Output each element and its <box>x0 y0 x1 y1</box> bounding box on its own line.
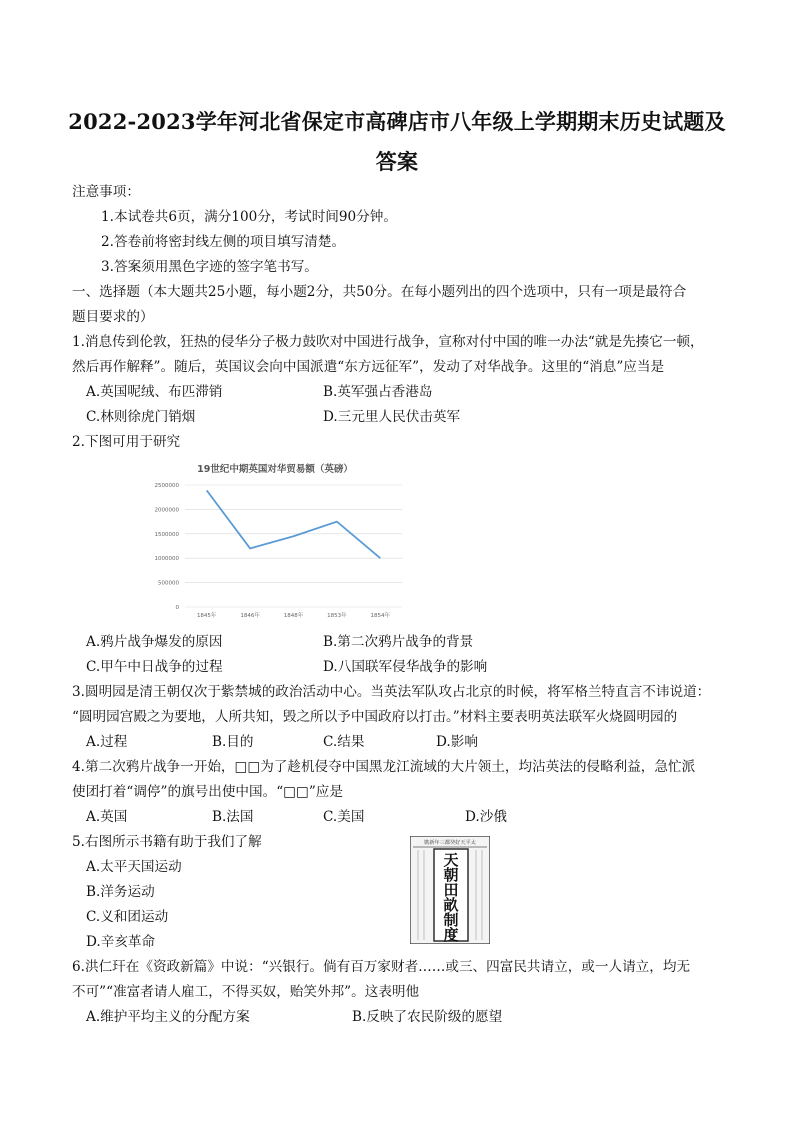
x-tick-label: 1853年 <box>327 613 347 619</box>
book-char: 畝 <box>443 896 459 914</box>
y-tick-label: 2500000 <box>154 483 179 489</box>
q5-option-d: D.辛亥革命 <box>86 934 156 950</box>
q3-option-a: A.过程 <box>86 734 128 750</box>
q4-option-d: D.沙俄 <box>465 809 507 825</box>
q3-option-d: D.影响 <box>436 734 478 750</box>
q1-stem-cont: 然后再作解释”。随后，英国议会向中国派遣“东方远征军”，发动了对华战争。这里的“消息”应当是 <box>72 359 665 375</box>
section1-header: 一、选择题（本大题共25小题，每小题2分，共50分。在每小题列出的四个选项中，只有一项是最符合 <box>72 284 687 300</box>
q4-option-a: A.英国 <box>86 809 128 825</box>
book-char: 朝 <box>443 866 459 884</box>
y-tick-label: 0 <box>175 605 179 611</box>
q1-option-a: A.英国呢绒、布匹滞销 <box>86 384 223 400</box>
doc-title-line2: 答案 <box>375 149 419 174</box>
notice-item: 1.本试卷共6页，满分100分，考试时间90分钟。 <box>101 209 397 225</box>
q4-option-c: C.美国 <box>323 809 365 825</box>
q2-option-b: B.第二次鸦片战争的背景 <box>323 634 474 650</box>
q2-option-c: C.甲午中日战争的过程 <box>86 659 223 675</box>
doc-title-line1: 2022-2023学年河北省保定市高碑店市八年级上学期期末历史试题及 <box>68 109 726 134</box>
q1-option-d: D.三元里人民伏击英军 <box>323 409 461 425</box>
x-tick-label: 1854年 <box>370 613 391 619</box>
section1-header-cont: 题目要求的） <box>72 309 154 325</box>
q1-option-b: B.英军强占香港岛 <box>323 384 433 400</box>
trade-line-chart <box>140 458 410 623</box>
y-tick-label: 1000000 <box>154 556 179 563</box>
series-line <box>207 490 381 558</box>
q5-option-a: A.太平天国运动 <box>86 859 182 875</box>
q3-stem-cont: “圆明园宫殿之为要地，人所共知，毁之所以予中国政府以打击。”材料主要表明英法联军火烧圆明园的 <box>72 709 678 725</box>
q5-stem: 5.右图所示书籍有助于我们了解 <box>72 834 262 850</box>
q1-stem: 1.消息传到伦敦，狂热的侵华分子极力鼓吹对中国进行战争，宣称对付中国的唯一办法“就是先揍它一顿， <box>72 334 704 350</box>
book-char: 田 <box>443 881 459 899</box>
q2-option-d: D.八国联军侵华战争的影响 <box>323 659 488 675</box>
q4-option-b: B.法国 <box>212 809 254 825</box>
y-tick-label: 500000 <box>158 580 179 587</box>
book-header: 镌新年三都癸好天平太 <box>424 840 476 846</box>
q2-stem: 2.下图可用于研究 <box>72 434 181 450</box>
q6-option-a: A.维护平均主义的分配方案 <box>86 1009 250 1025</box>
x-tick-label: 1848年 <box>283 613 304 619</box>
notice-item: 3.答案须用黑色字迹的签字笔书写。 <box>101 259 318 275</box>
q5-option-c: C.义和团运动 <box>86 909 169 925</box>
q5-option-b: B.洋务运动 <box>86 884 155 900</box>
y-tick-label: 2000000 <box>154 507 179 514</box>
book-char: 制 <box>443 911 459 929</box>
q6-stem-cont: 不可”“准富者请人雇工，不得买奴，贻笑外邦”。这表明他 <box>72 984 420 1000</box>
notice-heading: 注意事项： <box>72 184 140 200</box>
y-tick-label: 1500000 <box>154 531 179 538</box>
x-tick-label: 1846年 <box>240 613 260 619</box>
q6-option-b: B.反映了农民阶级的愿望 <box>352 1009 503 1025</box>
book-cover-image <box>410 836 490 944</box>
q4-stem-cont: 使团打着“调停”的旗号出使中国。“□□”应是 <box>72 784 343 800</box>
q3-option-c: C.结果 <box>323 734 365 750</box>
chart-title: 19世纪中期英国对华贸易额（英磅） <box>197 464 353 475</box>
book-char: 天 <box>443 851 459 869</box>
x-tick-label: 1845年 <box>196 613 217 619</box>
q4-stem: 4.第二次鸦片战争一开始，□□为了趁机侵夺中国黑龙江流域的大片领土，均沾英法的侵略利益，急忙派 <box>72 759 696 775</box>
book-char: 度 <box>443 926 459 944</box>
q6-stem: 6.洪仁玕在《资政新篇》中说：“兴银行。倘有百万家财者……或三、四富民共请立，或一人请立，均无 <box>72 959 691 975</box>
notice-item: 2.答卷前将密封线左侧的项目填写清楚。 <box>101 234 346 250</box>
q3-stem: 3.圆明园是清王朝仅次于紫禁城的政治活动中心。当英法军队攻占北京的时候，将军格兰特直言不讳说道： <box>72 684 711 700</box>
q2-option-a: A.鸦片战争爆发的原因 <box>86 634 223 650</box>
q1-option-c: C.林则徐虎门销烟 <box>86 409 196 425</box>
q3-option-b: B.目的 <box>212 734 254 750</box>
